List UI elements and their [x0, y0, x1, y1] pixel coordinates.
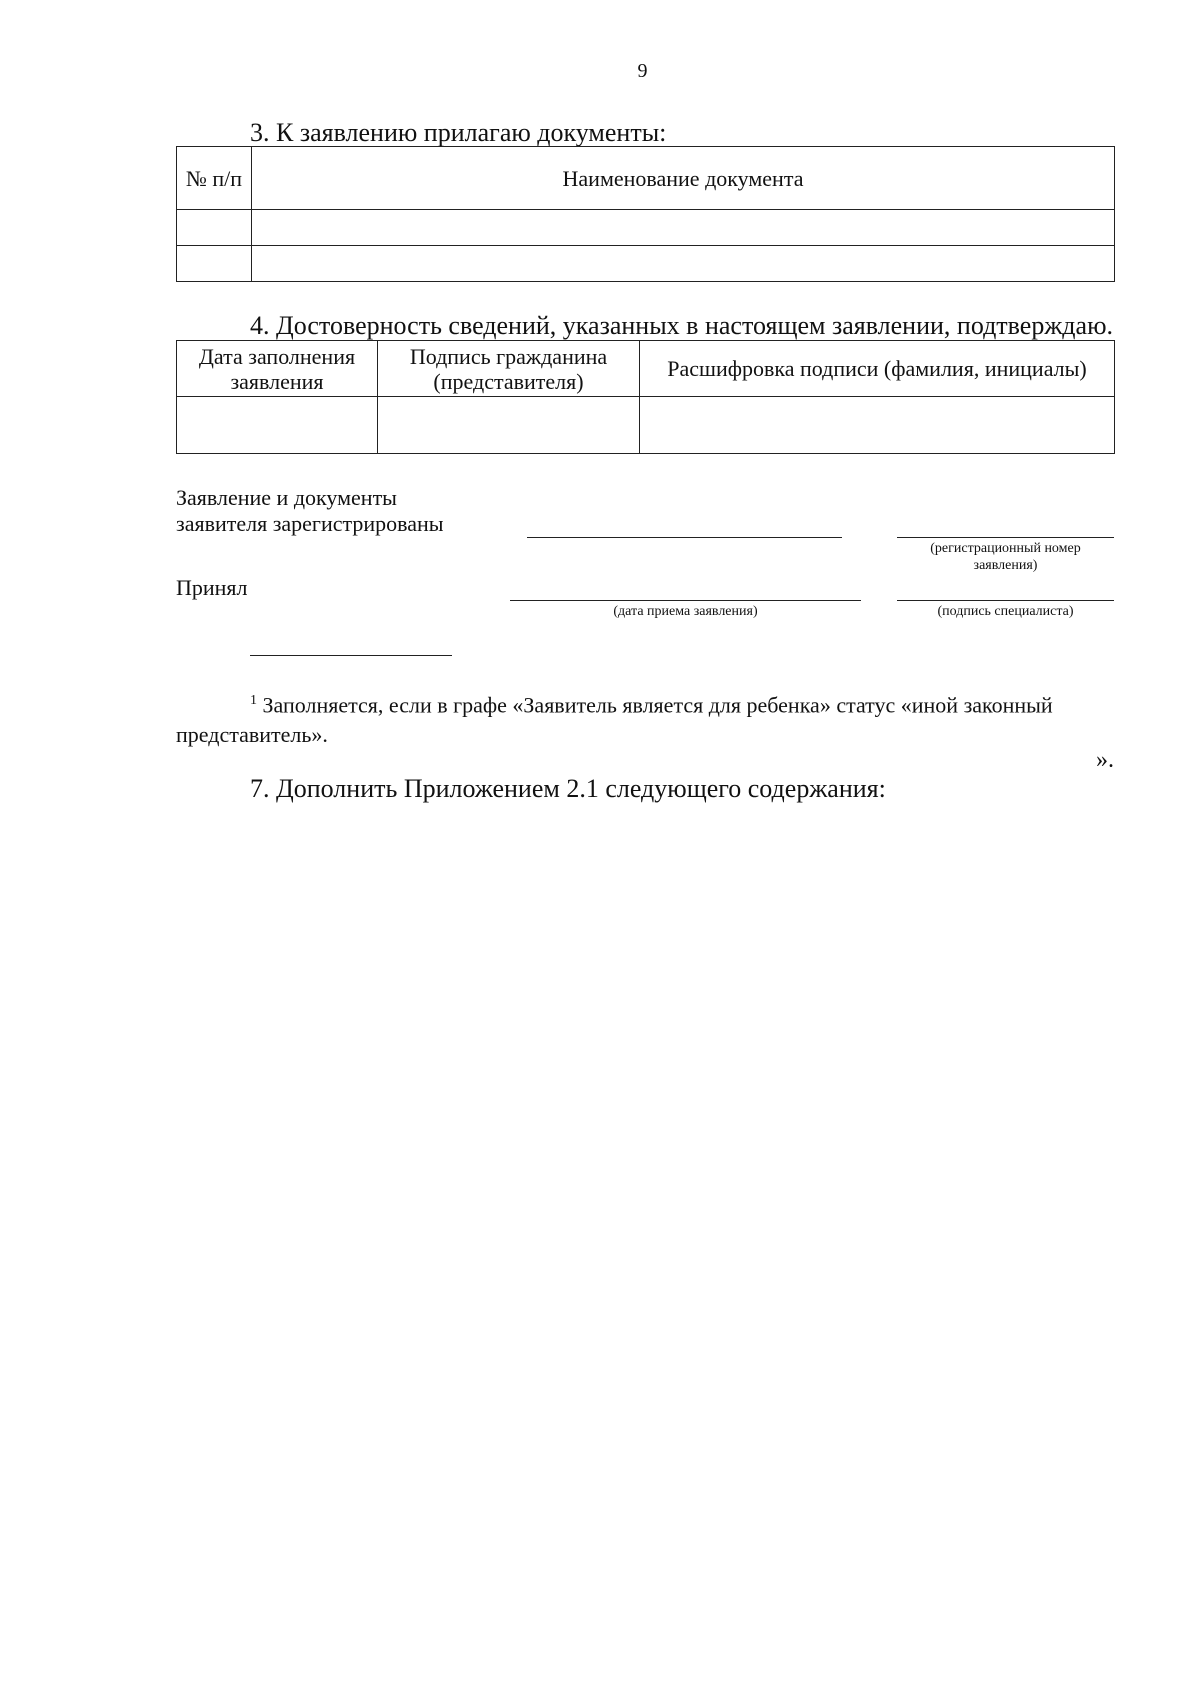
registration-label-line1: Заявление и документы: [176, 485, 397, 510]
table-cell[interactable]: [252, 246, 1115, 282]
acceptance-date-caption: (дата приема заявления): [613, 604, 758, 619]
registration-number-line[interactable]: [897, 537, 1114, 538]
registration-number-caption: (регистрационный номер заявления): [930, 541, 1081, 573]
specialist-signature-line[interactable]: [897, 600, 1114, 601]
footnote-text: Заполняется, если в графе «Заявитель является для ребенка» статус «иной законный представитель».: [176, 692, 1053, 748]
fill-date-cell[interactable]: [177, 397, 378, 454]
column-number-header: № п/п: [177, 147, 252, 210]
column-document-name-header: Наименование документа: [252, 147, 1115, 210]
signature-cell[interactable]: [378, 397, 640, 454]
column-fill-date-header: Дата заполнения заявления: [177, 341, 378, 397]
accepted-label: Принял: [176, 575, 248, 600]
table-cell[interactable]: [177, 246, 252, 282]
confirmation-table: [176, 340, 1115, 454]
column-signature-decoding-header: Расшифровка подписи (фамилия, инициалы): [640, 341, 1115, 397]
signature-decoding-cell[interactable]: [640, 397, 1115, 454]
specialist-signature-caption: (подпись специалиста): [937, 604, 1074, 619]
registration-label-line2: заявителя зарегистрированы: [176, 511, 444, 536]
acceptance-date-line[interactable]: [510, 600, 861, 601]
column-signature-header: Подпись гражданина (представителя): [378, 341, 640, 397]
footnote-separator: [250, 655, 452, 656]
table-cell[interactable]: [177, 210, 252, 246]
item-7-text: 7. Дополнить Приложением 2.1 следующего содержания:: [250, 774, 886, 803]
table-row: [177, 246, 1115, 282]
table-cell[interactable]: [252, 210, 1115, 246]
page-number: 9: [637, 60, 648, 82]
confirmation-table-header: [177, 341, 1115, 397]
footnote-marker: 1: [250, 693, 257, 708]
section-4-heading: 4. Достоверность сведений, указанных в настоящем заявлении, подтверждаю.: [250, 311, 1113, 340]
closing-quote: ».: [1096, 747, 1114, 773]
registration-blank-line[interactable]: [527, 537, 842, 538]
table-row: [177, 397, 1115, 454]
documents-table-header: [177, 147, 1115, 210]
table-row: [177, 210, 1115, 246]
footnote: [176, 686, 1115, 750]
section-3-heading: 3. К заявлению прилагаю документы:: [250, 118, 667, 147]
documents-table: [176, 146, 1115, 282]
